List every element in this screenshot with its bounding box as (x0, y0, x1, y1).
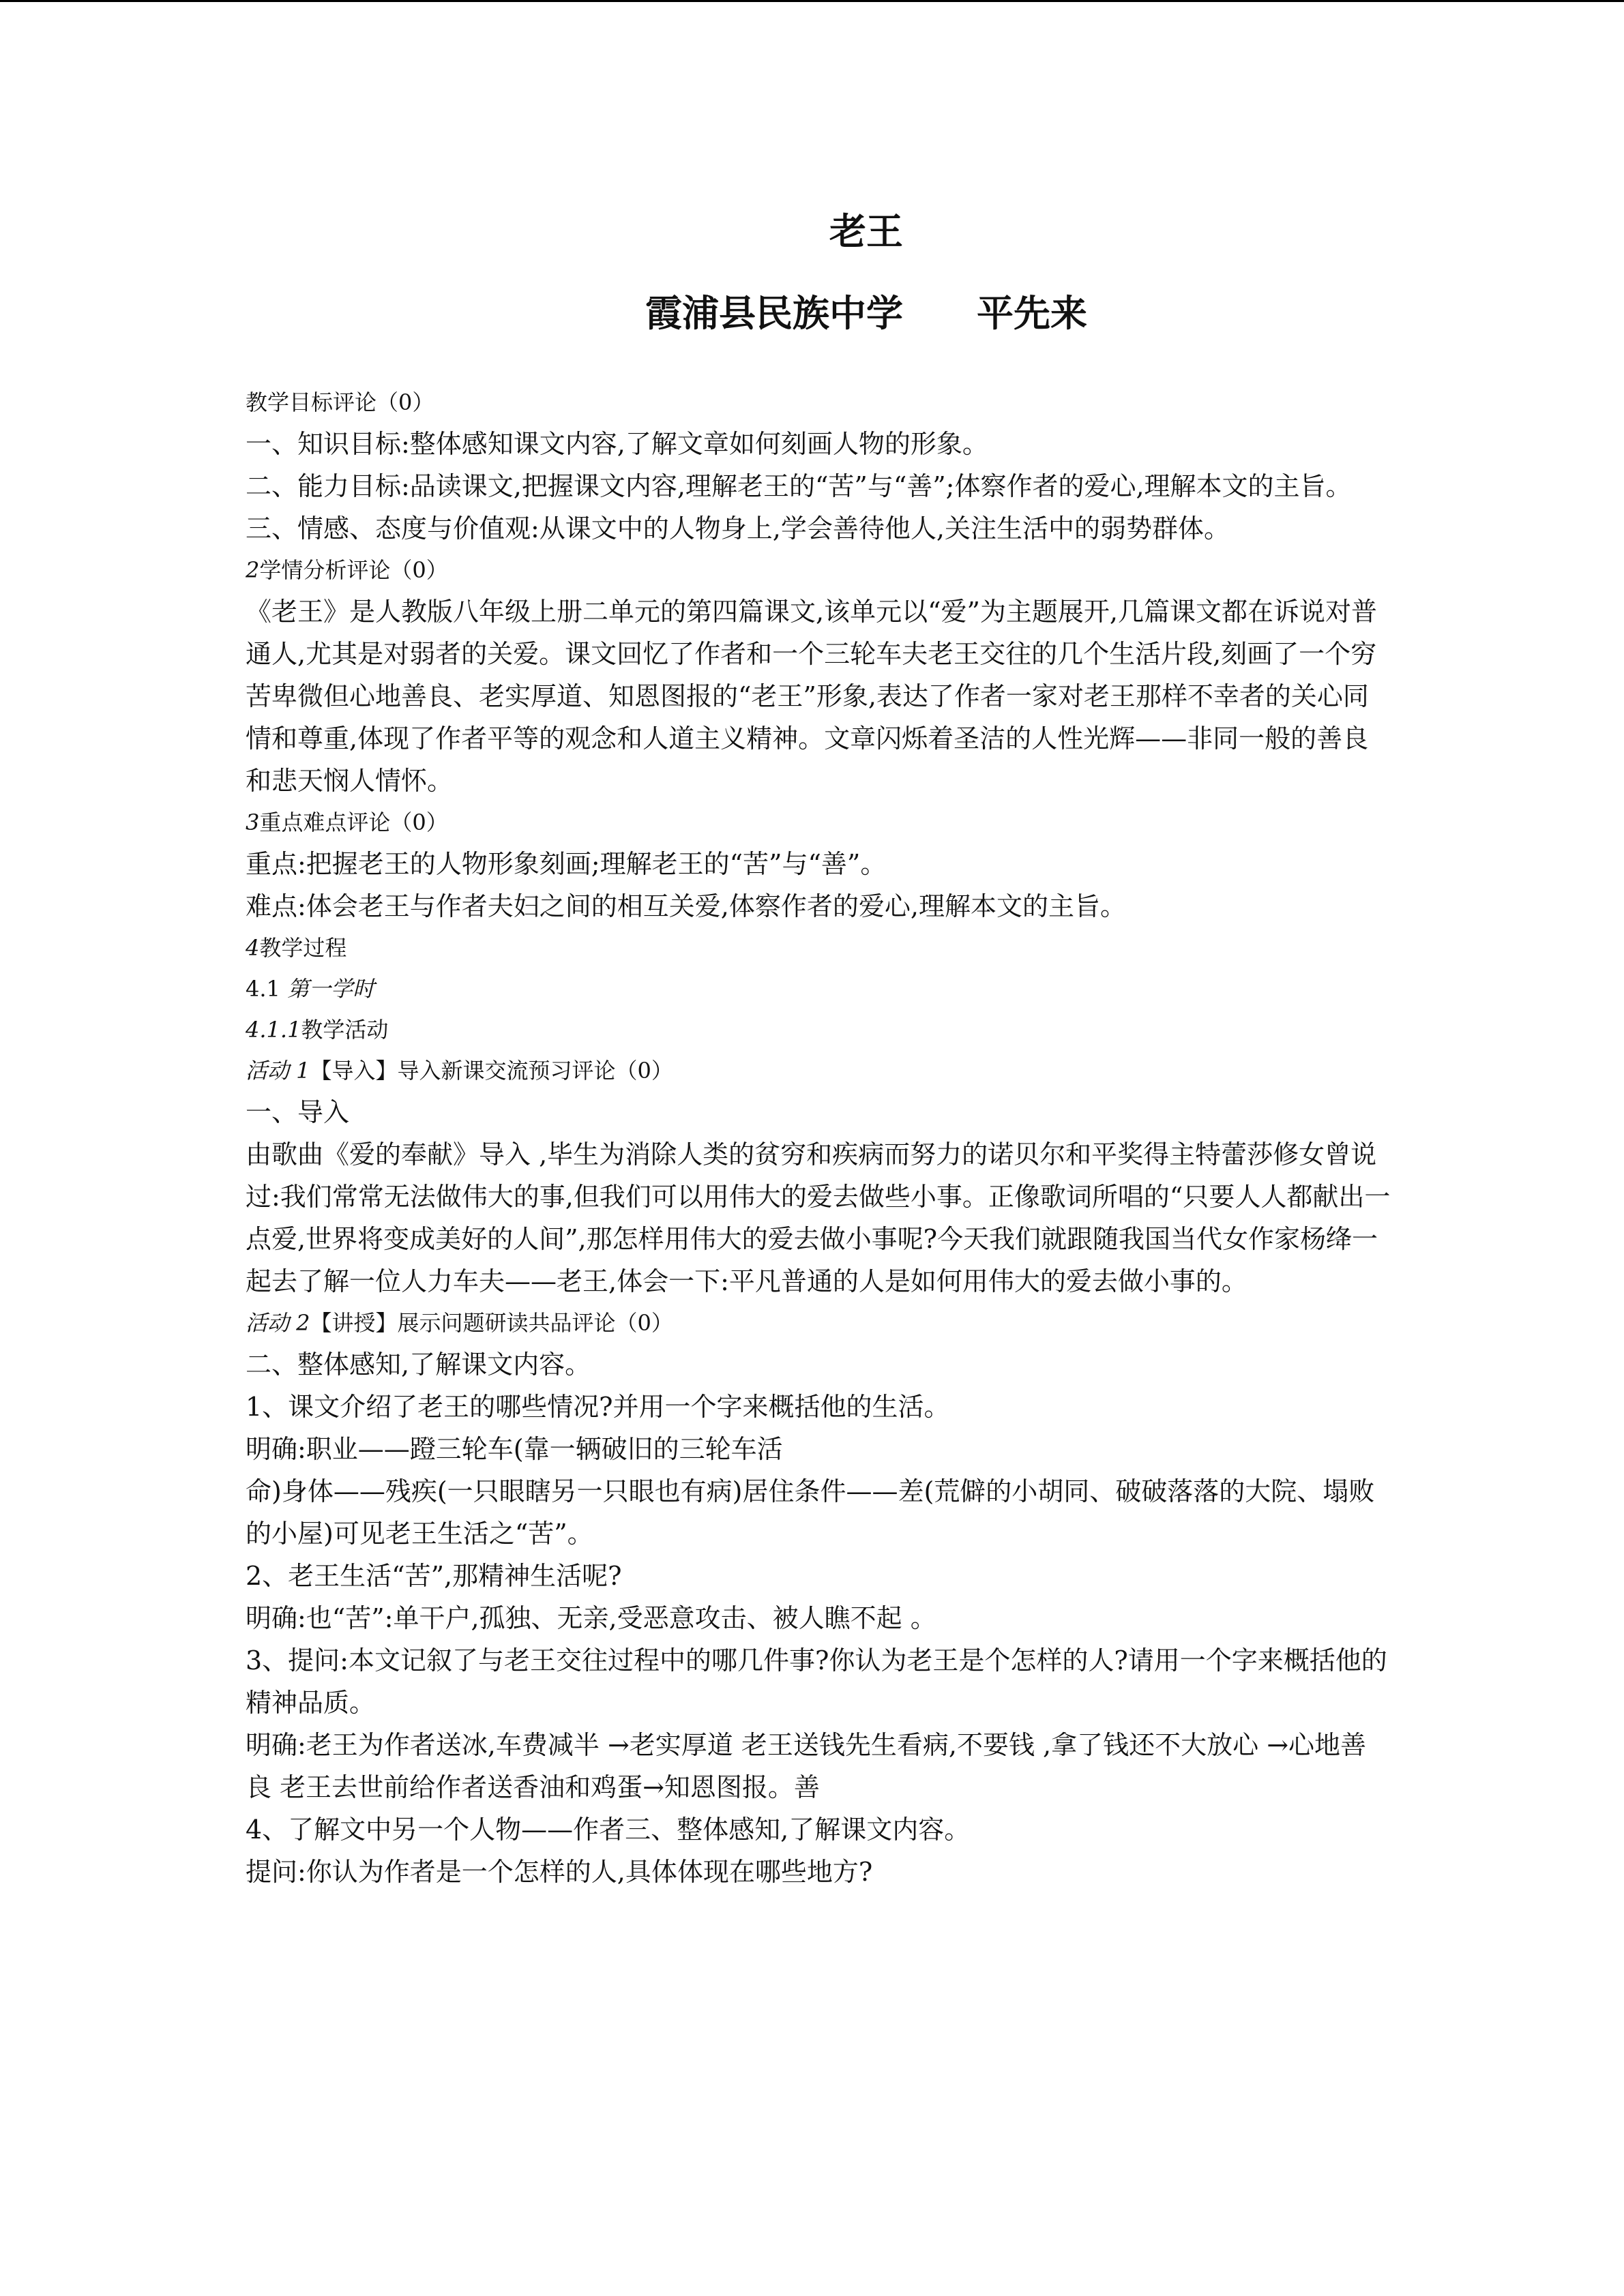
document-page (246, 205, 1391, 1893)
answer-3: 明确:老王为作者送冰,车费减半 →老实厚道 老王送钱先生看病,不要钱 ,拿了钱还不大放心 →心地善良 老王去世前给作者送香油和鸡蛋→知恩图报。善 (246, 1730, 1367, 1802)
analysis-paragraph: 《老王》是人教版八年级上册二单元的第四篇课文,该单元以“爱”为主题展开,几篇课文都在诉说对普通人,尤其是对弱者的关爱。课文回忆了作者和一个三轮车夫老王交往的几个生活片段,刻画了一个穷苦卑微但心地善良、老实厚道、知恩图报的“老王”形象,表达了作者一家对老王那样不幸者的关心同情和尊重,体现了作者平等的观念和人道主义精神。文章闪烁着圣洁的人性光辉——非同一般的善良和悲天悯人情怀。 (246, 597, 1378, 796)
lesson-number: 4.1 (246, 976, 280, 1002)
focus-number: 3 (246, 809, 260, 835)
activity-title: 教学活动 (301, 1017, 389, 1043)
activity-1-title: 【导入】导入新课交流预习评论（0） (310, 1058, 673, 1084)
activity-2-heading (246, 1302, 1391, 1343)
goal-emotion: 三、情感、态度与价值观:从课文中的人物身上,学会善待他人,关注生活中的弱势群体。 (246, 513, 1230, 543)
activity-2-label: 活动 2 (246, 1310, 310, 1336)
answer-1-line-1: 明确:职业——蹬三轮车(靠一辆破旧的三轮车活 (246, 1434, 783, 1464)
activity-2-title: 【讲授】展示问题研读共品评论（0） (310, 1310, 673, 1336)
intro-paragraph: 由歌曲《爱的奉献》导入 ,毕生为消除人类的贫穷和疾病而努力的诺贝尔和平奖得主特蕾莎修女曾说过:我们常常无法做伟大的事,但我们可以用伟大的爱去做些小事。正像歌词所唱的“只要人人都献出一点爱,世界将变成美好的人间”,那怎样用伟大的爱去做小事呢?今天我们就跟随我国当代女作家杨绛一起去了解一位人力车夫——老王,体会一下:平凡普通的人是如何用伟大的爱去做小事的。 (246, 1139, 1391, 1296)
question-4-ask: 提问:你认为作者是一个怎样的人,具体体现在哪些地方? (246, 1857, 873, 1887)
answer-2: 明确:也“苦”:单干户,孤独、无亲,受恶意攻击、被人瞧不起 。 (246, 1603, 936, 1633)
document-title: 老王 (829, 210, 903, 253)
analysis-heading-text: 学情分析评论（0） (259, 557, 448, 583)
process-heading (246, 927, 1391, 968)
part-2-heading: 二、整体感知,了解课文内容。 (246, 1350, 591, 1380)
focus-difficult-point: 难点:体会老王与作者夫妇之间的相互关爱,体察作者的爱心,理解本文的主旨。 (246, 891, 1126, 921)
lesson-heading (246, 968, 1391, 1009)
focus-key-point: 重点:把握老王的人物形象刻画;理解老王的“苦”与“善”。 (246, 849, 887, 879)
intro-heading: 一、导入 (246, 1097, 350, 1127)
analysis-number: 2 (246, 557, 260, 583)
goal-ability: 二、能力目标:品读课文,把握课文内容,理解老王的“苦”与“善”;体察作者的爱心,理解本文的主旨。 (246, 471, 1352, 501)
process-number: 4 (246, 935, 260, 961)
focus-heading (246, 802, 1391, 843)
analysis-heading (246, 550, 1391, 591)
activity-number: 4.1.1 (246, 1017, 301, 1043)
document-subtitle: 霞浦县民族中学 平先来 (645, 292, 1087, 335)
goals-heading: 教学目标评论（0） (246, 389, 434, 415)
question-4: 4、了解文中另一个人物——作者三、整体感知,了解课文内容。 (246, 1815, 971, 1845)
question-3: 3、提问:本文记叙了与老王交往过程中的哪几件事?你认为老王是个怎样的人?请用一个字来概括他的精神品质。 (246, 1645, 1387, 1718)
lesson-title: 第一学时 (287, 976, 375, 1002)
activity-1-label: 活动 1 (246, 1058, 310, 1084)
answer-1-line-2: 命)身体——残疾(一只眼瞎另一只眼也有病)居住条件——差(荒僻的小胡同、破破落落的大院、塌败的小屋)可见老王生活之“苦”。 (246, 1476, 1375, 1549)
goal-knowledge: 一、知识目标:整体感知课文内容,了解文章如何刻画人物的形象。 (246, 429, 988, 459)
activity-heading (246, 1009, 1391, 1050)
focus-heading-text: 重点难点评论（0） (259, 809, 448, 835)
process-heading-text: 教学过程 (259, 935, 347, 961)
question-2: 2、老王生活“苦”,那精神生活呢? (246, 1561, 622, 1591)
page-top-border (0, 0, 1624, 2)
activity-1-heading (246, 1050, 1391, 1091)
question-1: 1、课文介绍了老王的哪些情况?并用一个字来概括他的生活。 (246, 1392, 950, 1422)
